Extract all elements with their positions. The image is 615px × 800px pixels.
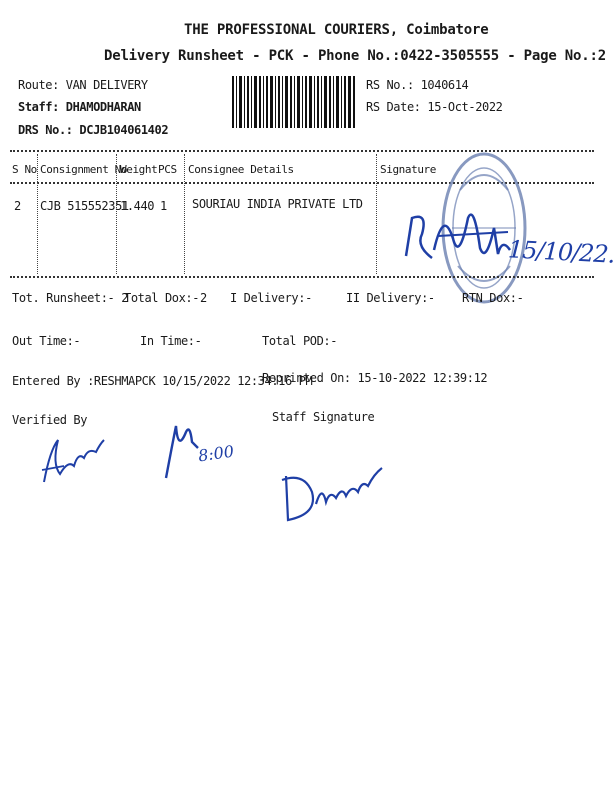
verifier-signature-graphic: [38, 430, 108, 490]
col-header-pcs: PCS: [158, 163, 177, 176]
verifier-signature: [38, 430, 108, 490]
rtn-dox: RTN Dox:-: [462, 291, 524, 305]
drs-number: DRS No.: DCJB104061402: [18, 123, 169, 137]
staff-signature-label: Staff Signature: [272, 410, 375, 424]
col-header-weight: Weight: [120, 163, 158, 176]
col-separator: [37, 154, 38, 274]
receiver-signature: [398, 198, 615, 278]
rs-number: RS No.: 1040614: [366, 78, 469, 92]
company-title: THE PROFESSIONAL COURIERS, Coimbatore: [184, 22, 489, 38]
signature-date: 15/10/22.: [507, 235, 615, 269]
total-runsheet: Tot. Runsheet:- 2: [12, 291, 129, 305]
col-header-consignment: Consignment No: [40, 163, 128, 176]
col-separator: [184, 154, 185, 274]
col-header-signature: Signature: [380, 163, 437, 176]
col-separator: [116, 154, 117, 274]
barcode-graphic: [232, 76, 356, 128]
table-bottom-rule: [10, 276, 594, 278]
total-dox-value: 2: [200, 291, 207, 305]
cell-pcs: 1: [160, 199, 167, 213]
route-label: Route: VAN DELIVERY: [18, 78, 148, 92]
runsheet-subtitle: Delivery Runsheet - PCK - Phone No.:0422-3505555 - Page No.:2: [104, 48, 606, 64]
time-note: 8:00: [196, 441, 236, 466]
ii-delivery: II Delivery:-: [346, 291, 435, 305]
cell-consignee: SOURIAU INDIA PRIVATE LTD: [192, 197, 363, 211]
cell-weight: 1.440: [120, 199, 155, 213]
entered-by: Entered By :RESHMAPCK 10/15/2022 12:34:16 PM: [12, 374, 313, 388]
cell-consignment: CJB 515552351: [40, 199, 129, 213]
total-pod: Total POD:-: [262, 334, 338, 348]
reprinted-on: Reprinted On: 15-10-2022 12:39:12: [262, 371, 488, 385]
col-header-consignee: Consignee Details: [188, 163, 294, 176]
verified-by-label: Verified By: [12, 413, 88, 427]
cell-sno: 2: [14, 199, 21, 213]
i-delivery: I Delivery:-: [230, 291, 312, 305]
out-time: Out Time:-: [12, 334, 81, 348]
staff-label: Staff: DHAMODHARAN: [18, 100, 141, 114]
staff-signature: [272, 458, 392, 528]
staff-signature-graphic: [272, 458, 392, 528]
col-separator: [376, 154, 377, 274]
col-header-sno: S No: [12, 163, 37, 176]
total-dox-label: Total Dox:-: [124, 291, 200, 305]
in-time: In Time:-: [140, 334, 202, 348]
time-initial-mark: [158, 422, 248, 492]
rs-date: RS Date: 15-Oct-2022: [366, 100, 503, 114]
barcode: [232, 76, 356, 128]
